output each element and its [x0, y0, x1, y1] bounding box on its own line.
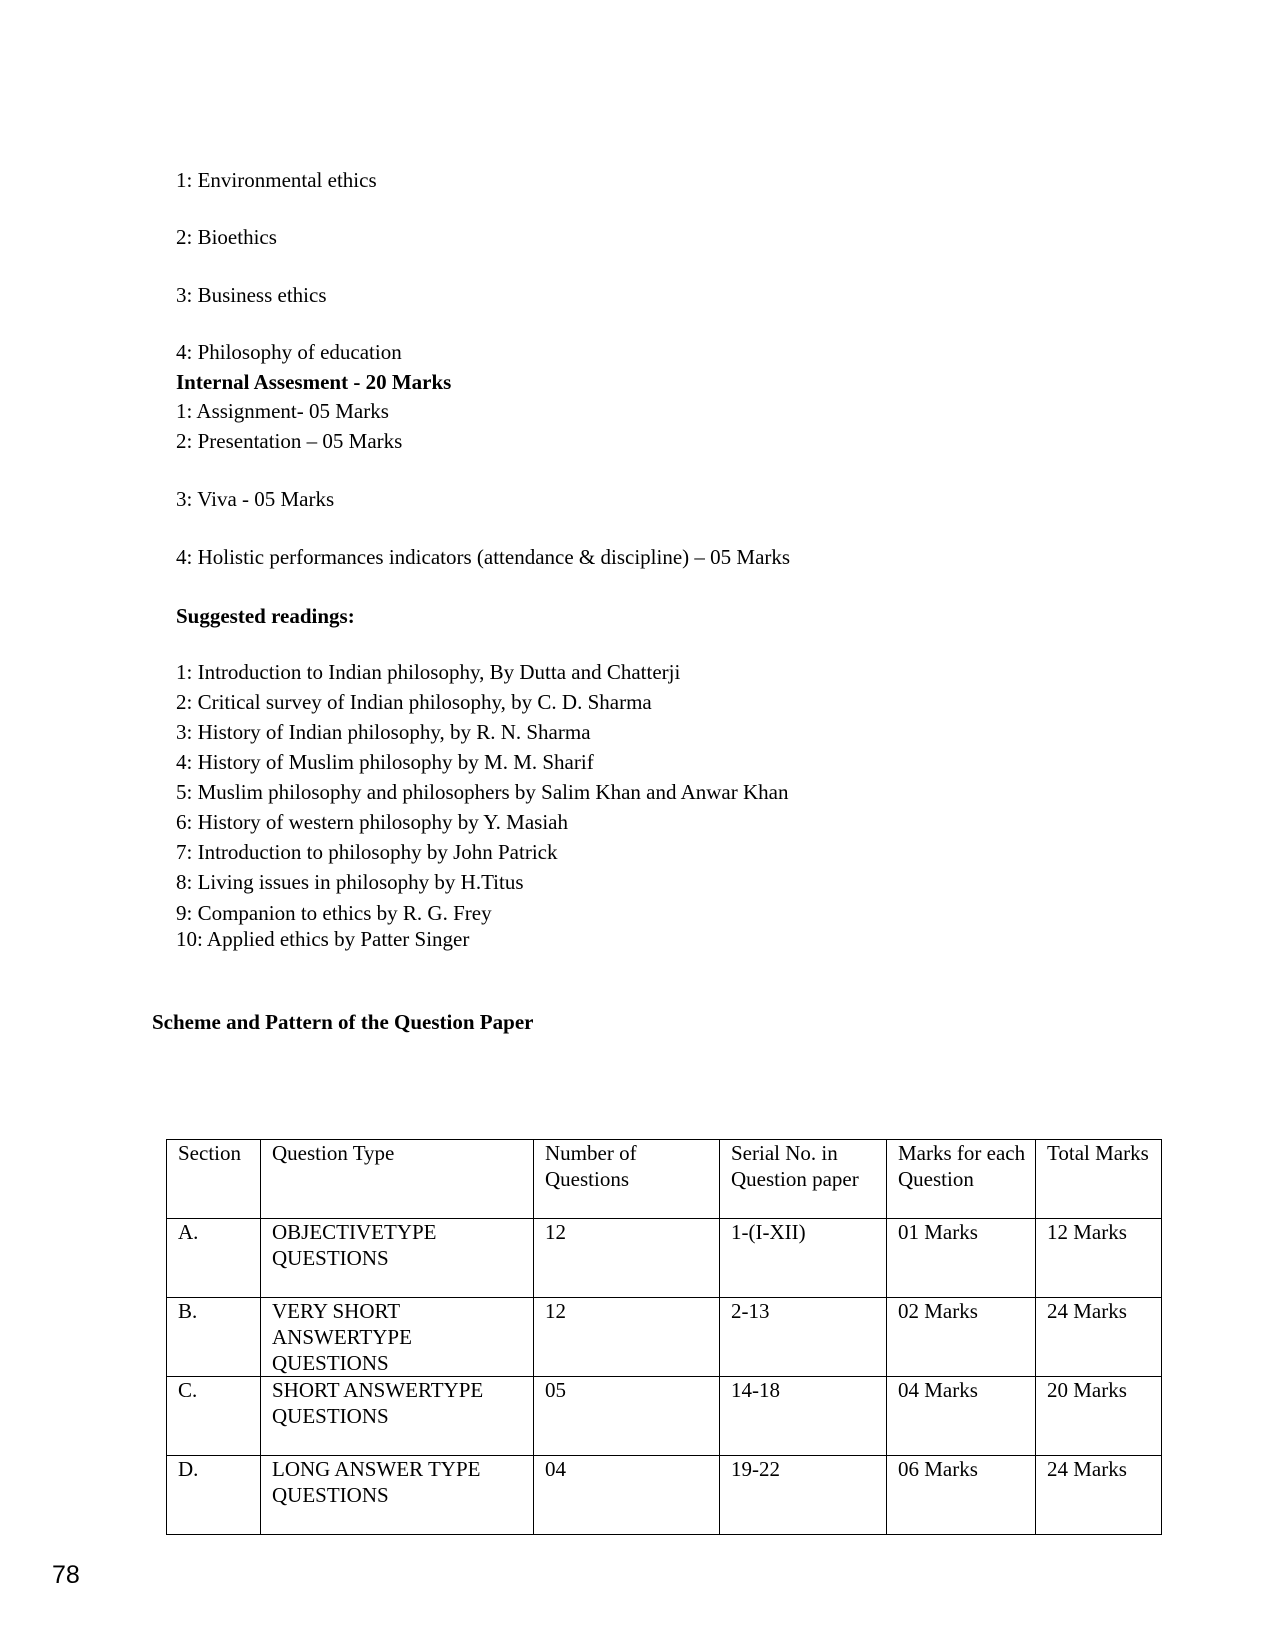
table-cell: 02 Marks	[887, 1298, 1036, 1377]
table-cell: 12	[534, 1298, 720, 1377]
table-cell: 06 Marks	[887, 1456, 1036, 1535]
table-row	[167, 1377, 1162, 1456]
table-cell: 19-22	[720, 1456, 887, 1535]
table-cell: 01 Marks	[887, 1219, 1036, 1298]
table-cell: 24 Marks	[1036, 1298, 1162, 1377]
reading-item: 7: Introduction to philosophy by John Patrick	[176, 840, 558, 864]
table-cell: C.	[167, 1377, 261, 1456]
reading-item: 6: History of western philosophy by Y. Masiah	[176, 810, 568, 834]
header-cell: Question Type	[261, 1140, 534, 1219]
header-cell: Number of Questions	[534, 1140, 720, 1219]
reading-item: 3: History of Indian philosophy, by R. N. Sharma	[176, 720, 591, 744]
table-row	[167, 1456, 1162, 1535]
assessment-item: 3: Viva - 05 Marks	[176, 487, 335, 511]
scheme-table	[166, 1139, 1162, 1535]
header-cell: Serial No. in Question paper	[720, 1140, 887, 1219]
table-cell: OBJECTIVETYPE QUESTIONS	[261, 1219, 534, 1298]
table-cell: LONG ANSWER TYPE QUESTIONS	[261, 1456, 534, 1535]
table-cell: B.	[167, 1298, 261, 1377]
table-cell: 1-(I-XII)	[720, 1219, 887, 1298]
table-header-row	[167, 1140, 1162, 1219]
reading-item: 10: Applied ethics by Patter Singer	[176, 927, 470, 951]
table-row	[167, 1298, 1162, 1377]
assessment-item: 4: Holistic performances indicators (attendance & discipline) – 05 Marks	[176, 545, 791, 569]
header-cell: Marks for each Question	[887, 1140, 1036, 1219]
table-cell: 24 Marks	[1036, 1456, 1162, 1535]
scheme-heading: Scheme and Pattern of the Question Paper	[152, 1010, 534, 1034]
table-cell: D.	[167, 1456, 261, 1535]
assessment-item: 2: Presentation – 05 Marks	[176, 429, 403, 453]
reading-item: 9: Companion to ethics by R. G. Frey	[176, 901, 492, 925]
table-cell: 12	[534, 1219, 720, 1298]
topic-item: 3: Business ethics	[176, 283, 327, 307]
header-cell: Total Marks	[1036, 1140, 1162, 1219]
reading-item: 1: Introduction to Indian philosophy, By Dutta and Chatterji	[176, 660, 681, 684]
table-cell: VERY SHORT ANSWERTYPE QUESTIONS	[261, 1298, 534, 1377]
table-cell: A.	[167, 1219, 261, 1298]
page-number: 78	[52, 1561, 80, 1589]
topic-item: 2: Bioethics	[176, 225, 277, 249]
table-cell: SHORT ANSWERTYPE QUESTIONS	[261, 1377, 534, 1456]
table-cell: 14-18	[720, 1377, 887, 1456]
topic-item: 1: Environmental ethics	[176, 168, 377, 192]
table-row	[167, 1219, 1162, 1298]
reading-item: 4: History of Muslim philosophy by M. M. Sharif	[176, 750, 594, 774]
header-cell: Section	[167, 1140, 261, 1219]
topic-item: 4: Philosophy of education	[176, 340, 402, 364]
table-cell: 05	[534, 1377, 720, 1456]
table-cell: 2-13	[720, 1298, 887, 1377]
table-cell: 20 Marks	[1036, 1377, 1162, 1456]
table-cell: 04 Marks	[887, 1377, 1036, 1456]
readings-heading: Suggested readings:	[176, 604, 355, 628]
table-cell: 04	[534, 1456, 720, 1535]
table-cell: 12 Marks	[1036, 1219, 1162, 1298]
reading-item: 5: Muslim philosophy and philosophers by Salim Khan and Anwar Khan	[176, 780, 789, 804]
reading-item: 2: Critical survey of Indian philosophy, by C. D. Sharma	[176, 690, 652, 714]
reading-item: 8: Living issues in philosophy by H.Titus	[176, 870, 524, 894]
assessment-item: 1: Assignment- 05 Marks	[176, 399, 389, 423]
internal-assessment-heading: Internal Assesment - 20 Marks	[176, 370, 452, 394]
